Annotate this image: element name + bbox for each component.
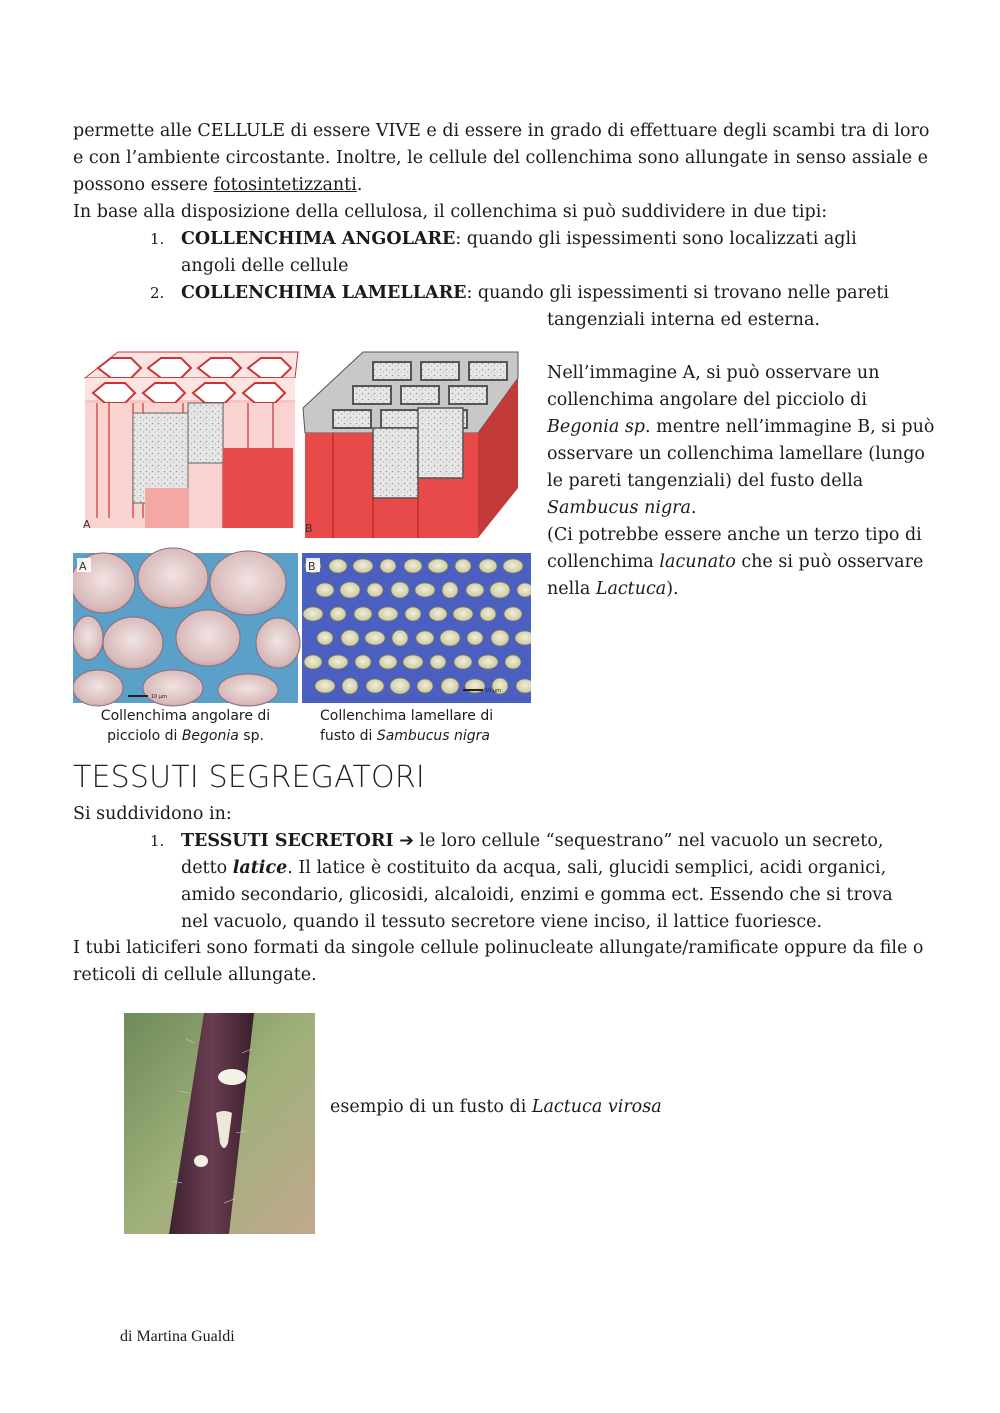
list-item-title: COLLENCHIMA LAMELLARE — [181, 283, 467, 303]
photo-caption-italic: Lactuca virosa — [531, 1097, 662, 1117]
diagram-angular — [83, 352, 298, 531]
cell-decoration — [404, 559, 422, 573]
figure-description — [547, 360, 939, 603]
side-text-1: Nell’immagine A, si può osservare un collenchima angolare del picciolo di — [547, 363, 880, 410]
cell-decoration — [417, 679, 433, 693]
intro-text: permette alle CELLULE di essere VIVE e di essere in grado di effettuare degli scambi tra di loro e con l’ambiente circostante. Inoltre, le cellule del collenchima sono allungate in senso assiale e possono essere — [73, 121, 930, 195]
cell-decoration — [455, 559, 471, 573]
cell-decoration — [366, 679, 384, 693]
cell-decoration — [303, 607, 323, 621]
intro-period: . — [356, 175, 363, 195]
cell-decoration — [317, 631, 333, 645]
side-italic-sambucus: Sambucus nigra — [547, 498, 691, 518]
side-italic-begonia: Begonia sp — [547, 417, 646, 437]
caption-b — [302, 706, 531, 746]
intro-paragraph — [73, 118, 933, 226]
cell-decoration — [515, 631, 531, 645]
cell-decoration — [490, 582, 510, 598]
cell-decoration — [391, 582, 409, 598]
cell-decoration — [315, 679, 335, 693]
cell-decoration — [328, 655, 348, 669]
cell-decoration — [415, 583, 435, 597]
cell-decoration — [330, 607, 346, 621]
list-item — [150, 226, 910, 280]
list-number: 2. — [150, 284, 165, 302]
cell-decoration — [429, 607, 447, 621]
cell-decoration — [516, 679, 531, 693]
section-heading: TESSUTI SEGREGATORI — [73, 760, 425, 795]
caption-a-italic: Begonia — [181, 728, 239, 744]
micrograph-b — [302, 553, 531, 703]
side-italic-lacunato: lacunato — [659, 552, 736, 572]
collenchyma-illustration — [73, 338, 531, 750]
cell-decoration — [329, 559, 347, 573]
list-item-title: TESSUTI SECRETORI — [181, 831, 394, 851]
cell-decoration — [504, 607, 522, 621]
cell-decoration — [503, 559, 523, 573]
cell-decoration — [354, 607, 372, 621]
label-b-top: B — [305, 522, 313, 535]
cell-decoration — [453, 607, 473, 621]
cell-decoration — [440, 630, 460, 646]
photo-caption — [330, 1094, 662, 1121]
list-item-continuation: tangenziali interna ed esterna. — [547, 310, 820, 330]
caption-a — [73, 706, 298, 746]
fotosintetizzanti-term: fotosintetizzanti — [213, 175, 357, 195]
label-a-photo: A — [79, 560, 87, 573]
footer-author: di Martina Gualdi — [120, 1328, 235, 1345]
list-number: 1. — [150, 832, 165, 850]
cell-decoration — [342, 678, 358, 694]
cell-decoration — [405, 607, 421, 621]
list-item-text: : quando gli ispessimenti sono localizzati agli angoli delle cellule — [181, 229, 857, 276]
caption-b-line1: Collenchima lamellare di — [320, 708, 494, 724]
side-text-6: ). — [666, 579, 679, 599]
cell-decoration — [478, 655, 498, 669]
cell-decoration — [505, 655, 521, 669]
cell-decoration — [355, 655, 371, 669]
cell-decoration — [341, 630, 359, 646]
lactuca-stem-image — [124, 1013, 315, 1234]
list-number: 1. — [150, 230, 165, 248]
side-text-5: che si può osservare nella — [547, 552, 924, 599]
cell-decoration — [480, 607, 496, 621]
label-a-top: A — [83, 518, 91, 531]
arrow-icon: ➔ — [399, 831, 414, 851]
intro-second-line: In base alla disposizione della cellulosa, il collenchima si può suddividere in due tipi: — [73, 202, 828, 222]
cell-decoration — [430, 655, 446, 669]
latice-term: latice — [232, 858, 288, 878]
cell-decoration — [466, 583, 484, 597]
cell-decoration — [491, 630, 509, 646]
cell-decoration — [428, 559, 448, 573]
cell-decoration — [517, 583, 531, 597]
side-text-4: (Ci potrebbe essere anche un terzo tipo di collenchima — [547, 525, 922, 572]
scale-bar-b: 10 µm — [485, 688, 502, 694]
cell-decoration — [353, 559, 373, 573]
cell-decoration — [390, 678, 410, 694]
cell-decoration — [442, 582, 458, 598]
caption-b-italic: Sambucus nigra — [376, 728, 490, 744]
cell-decoration — [379, 655, 397, 669]
cell-decoration — [365, 631, 385, 645]
caption-a-line1: Collenchima angolare di — [100, 708, 271, 724]
cell-decoration — [392, 630, 408, 646]
list-item — [150, 828, 910, 936]
cell-decoration — [416, 631, 434, 645]
cell-decoration — [380, 559, 396, 573]
side-text-3: . — [690, 498, 697, 518]
list-item-title: COLLENCHIMA ANGOLARE — [181, 229, 456, 249]
segregatori-list — [150, 828, 910, 936]
list-item — [150, 280, 910, 307]
cell-decoration — [454, 655, 472, 669]
caption-a-end: sp. — [238, 728, 264, 744]
cell-decoration — [316, 583, 334, 597]
photo-caption-text: esempio di un fusto di — [330, 1097, 532, 1117]
cell-decoration — [467, 631, 483, 645]
collenchyma-figure — [73, 338, 531, 750]
section-intro: Si suddividono in: — [73, 804, 232, 824]
cell-decoration — [340, 582, 360, 598]
label-b-photo: B — [308, 560, 316, 573]
cell-decoration — [378, 607, 398, 621]
side-text-2: . mentre nell’immagine B, si può osservare un collenchima lamellare (lungo le pareti tangenziali) del fusto della — [547, 417, 935, 491]
scale-bar-a: 10 µm — [151, 694, 168, 700]
cell-decoration — [367, 583, 383, 597]
collenchima-types-list — [150, 226, 910, 307]
cell-decoration — [304, 655, 322, 669]
cell-decoration — [441, 678, 459, 694]
caption-a-line2: picciolo di — [107, 728, 182, 744]
laticiferi-paragraph: I tubi laticiferi sono formati da singole cellule polinucleate allungate/ramificate oppure da file o reticoli di cellule allungate. — [73, 938, 924, 985]
diagram-lamellar — [303, 352, 518, 538]
side-italic-lactuca: Lactuca — [595, 579, 667, 599]
caption-b-line2: fusto di — [320, 728, 377, 744]
micrograph-a — [73, 548, 300, 706]
list-item-text: : quando gli ispessimenti si trovano nelle pareti — [466, 283, 889, 303]
list-item-text-2: . Il latice è costituito da acqua, sali, glucidi semplici, acidi organici, amido secondario, glicosidi, alcaloidi, enzimi e gomma ect. Essendo che si trova nel vacuolo, quando il tessuto secretore viene inciso, il lattice fuoriesce. — [181, 858, 893, 932]
cell-decoration — [403, 655, 423, 669]
lactuca-photo — [124, 1013, 315, 1234]
list-item-text: le loro cellule “sequestrano” nel vacuolo un secreto, detto — [181, 831, 884, 878]
cell-decoration — [479, 559, 497, 573]
